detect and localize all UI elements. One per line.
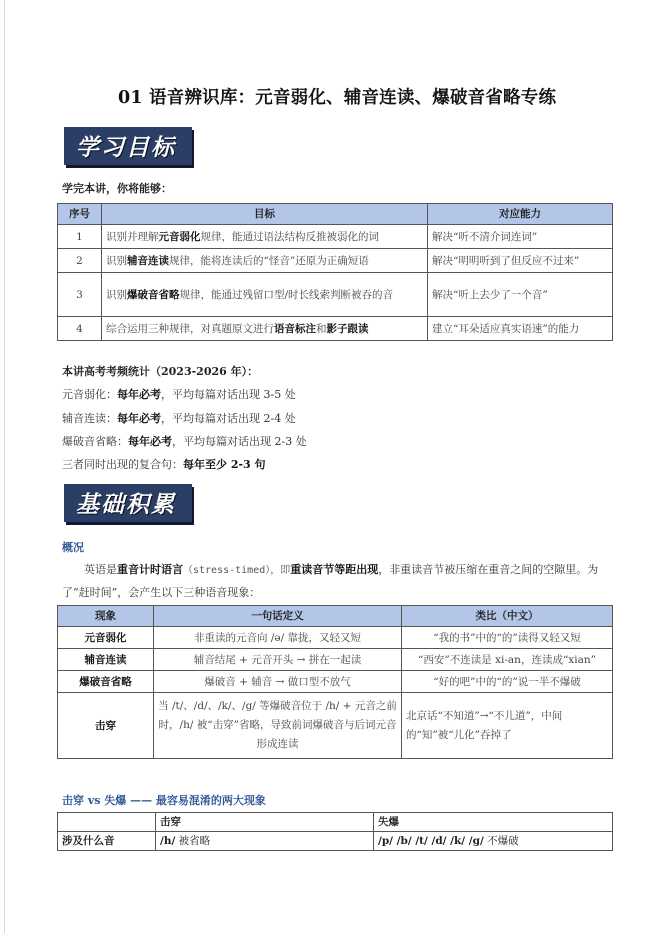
goal-keyword: 元音弱化 [158, 230, 201, 243]
table-row [58, 671, 613, 693]
goal-cell [102, 249, 428, 273]
goal-cell [102, 273, 428, 317]
ability-cell: 解决“听不清介词连词” [428, 225, 613, 249]
goal-keyword: 爆破音省略 [127, 288, 180, 301]
table-row [58, 627, 613, 649]
compare-cell [156, 832, 374, 851]
col-header: 一句话定义 [154, 606, 402, 627]
stat-label: 辅音连读： [62, 412, 117, 425]
goal-keyword: 影子跟读 [326, 322, 369, 335]
corner-cell [58, 813, 156, 832]
ability-cell: 解决“听上去少了一个音” [428, 273, 613, 317]
sound-symbol: /h/ [160, 835, 176, 847]
table-row [58, 273, 613, 317]
goal-cell [102, 225, 428, 249]
stats-heading: 本讲高考考频统计（2023-2026 年）： [62, 365, 259, 378]
row-number: 3 [58, 273, 102, 317]
phenomenon-analogy: “好的吧”中的“的”说一半不爆破 [402, 671, 613, 693]
stat-detail: ，平均每篇对话出现 3-5 处 [161, 388, 296, 401]
stat-keyword: 每年必考 [117, 388, 161, 401]
stat-keyword: 每年必考 [128, 435, 172, 448]
goal-cell [102, 317, 428, 341]
table-header-row [58, 204, 613, 225]
overview-heading: 概况 [62, 541, 84, 554]
sound-symbol: /p/ /b/ /t/ /d/ /k/ /g/ [378, 835, 484, 847]
compare-text: 被省略 [175, 835, 211, 847]
row-number: 2 [58, 249, 102, 273]
phenomenon-analogy: “我的书”中的“的”读得又轻又短 [402, 627, 613, 649]
table-header-row [58, 606, 613, 627]
stat-keyword: 每年必考 [117, 412, 161, 425]
banner-label: 基础积累 [76, 492, 176, 518]
phenomena-table [57, 605, 613, 759]
learning-goals-banner [64, 127, 192, 165]
goal-keyword: 语音标注 [274, 322, 316, 335]
goal-keyword: 辅音连读 [127, 254, 169, 267]
phenomenon-analogy: 北京话“不知道”→“不儿道”，中间的“知”被“儿化”吞掉了 [402, 693, 613, 759]
intro-text: 学完本讲，你将能够： [62, 182, 172, 195]
compare-heading: 击穿 vs 失爆 —— 最容易混淆的两大现象 [62, 794, 266, 807]
goal-text: 识别 [106, 254, 127, 267]
phenomenon-analogy: “西安”不连读是 xi-an，连读成“xian” [402, 649, 613, 671]
col-header: 对应能力 [428, 204, 613, 225]
col-header: 目标 [102, 204, 428, 225]
goal-text: 规律，能通过语法结构反推被弱化的词 [200, 230, 379, 243]
row-number: 1 [58, 225, 102, 249]
page-title: 01 语音辨识库：元音弱化、辅音连读、爆破音省略专练 [118, 88, 557, 108]
goal-text: 综合运用三种规律，对真题原文进行 [106, 322, 274, 335]
col-header: 现象 [58, 606, 154, 627]
goal-text: 和 [316, 322, 327, 335]
col-header: 失爆 [374, 813, 613, 832]
phenomenon-definition: 爆破音 + 辅音 → 做口型不放气 [154, 671, 402, 693]
stat-line [62, 410, 296, 426]
stat-detail: ，平均每篇对话出现 2-4 处 [161, 412, 296, 425]
compare-text: 不爆破 [483, 835, 519, 847]
ability-cell: 建立“耳朵适应真实语速”的能力 [428, 317, 613, 341]
phenomenon-definition: 辅音结尾 + 元音开头 → 拼在一起读 [154, 649, 402, 671]
stat-line [62, 456, 266, 472]
table-row [58, 693, 613, 759]
col-header: 类比（中文） [402, 606, 613, 627]
table-row [58, 649, 613, 671]
phenomenon-name: 辅音连读 [58, 649, 154, 671]
phenomenon-name: 击穿 [58, 693, 154, 759]
goal-text: 规律，能通过残留口型/时长线索判断被吞的音 [179, 288, 394, 301]
phenomenon-definition: 当 /t/、/d/、/k/、/g/ 等爆破音位于 /h/ + 元音之前时，/h/ 被“击穿”省略，导致前词爆破音与后词元音形成连读 [154, 693, 402, 759]
banner-label: 学习目标 [76, 135, 176, 161]
row-number: 4 [58, 317, 102, 341]
col-header: 击穿 [156, 813, 374, 832]
stat-detail: ，平均每篇对话出现 2-3 处 [172, 435, 307, 448]
page-edge [4, 0, 5, 933]
stat-line [62, 433, 307, 449]
stat-label: 元音弱化： [62, 388, 117, 401]
table-row [58, 225, 613, 249]
col-header: 序号 [58, 204, 102, 225]
para-text: 里。为了“赶时间”，会产生以下三种语音现象： [62, 563, 599, 599]
phenomenon-definition: 非重读的元音向 /ə/ 靠拢，又轻又短 [154, 627, 402, 649]
para-text: 英语是 [84, 563, 117, 576]
goals-table [57, 203, 613, 341]
stat-keyword: 每年至少 2-3 句 [183, 458, 266, 471]
goal-text: 识别 [106, 288, 127, 301]
foundation-banner [64, 484, 192, 522]
para-text: （stress-timed），即 [183, 565, 291, 576]
phenomenon-name: 元音弱化 [58, 627, 154, 649]
para-keyword: 重音计时语言 [117, 563, 183, 576]
para-keyword: 重读音节等距出现 [290, 563, 379, 576]
phenomenon-name: 爆破音省略 [58, 671, 154, 693]
compare-table [57, 812, 613, 851]
overview-paragraph [62, 559, 612, 604]
goal-text: 规律，能将连读后的“怪音”还原为正确短语 [169, 254, 369, 267]
compare-cell [374, 832, 613, 851]
para-text: ，非重读音节被压缩在重音之间的空隙 [378, 563, 566, 576]
table-row [58, 317, 613, 341]
row-label: 涉及什么音 [58, 832, 156, 851]
table-row [58, 249, 613, 273]
table-row [58, 832, 613, 851]
stat-label: 爆破音省略： [62, 435, 128, 448]
stat-label: 三者同时出现的复合句： [62, 458, 183, 471]
table-header-row [58, 813, 613, 832]
stat-line [62, 386, 296, 402]
ability-cell: 解决“明明听到了但反应不过来” [428, 249, 613, 273]
goal-text: 识别并理解 [106, 230, 159, 243]
